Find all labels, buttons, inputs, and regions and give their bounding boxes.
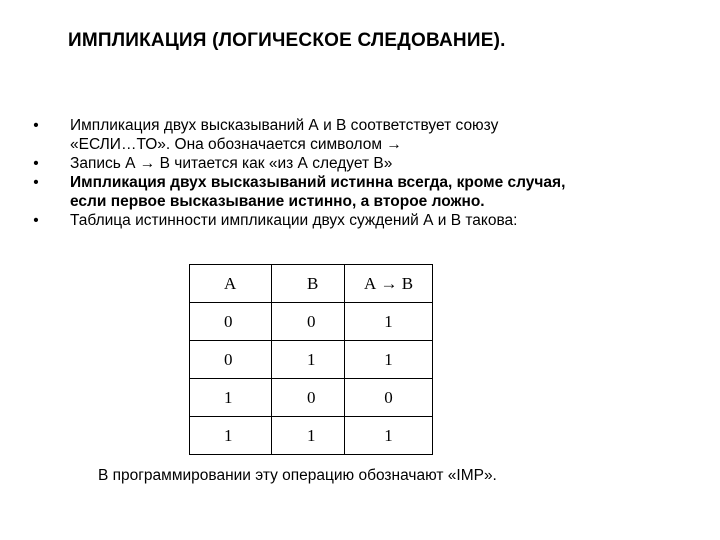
bullet-text-line: если первое высказывание истинно, а второе ложно. — [70, 193, 485, 210]
bullet-marker: • — [33, 174, 39, 191]
page-title: ИМПЛИКАЦИЯ (ЛОГИЧЕСКОЕ СЛЕДОВАНИЕ). — [68, 30, 506, 51]
bullet-item — [30, 116, 690, 154]
bullet-marker: • — [33, 117, 39, 134]
table-cell: 1 — [345, 303, 433, 341]
bullet-text-line: Импликация двух высказываний истинна всегда, кроме случая, — [70, 174, 566, 191]
table-cell: 1 — [190, 379, 272, 417]
table-header-cell: А — [190, 265, 272, 303]
bullet-text-line: «ЕСЛИ…ТО». Она обозначается символом → — [70, 136, 402, 153]
table-row — [190, 303, 433, 341]
table-header-cell: А → В — [345, 265, 433, 303]
bullet-text-line: Импликация двух высказываний А и В соответствует союзу — [70, 117, 499, 134]
bullet-list — [30, 116, 690, 230]
table-row — [190, 341, 433, 379]
bullet-item — [30, 173, 690, 211]
table-row — [190, 417, 433, 455]
bullet-item — [30, 211, 690, 230]
table-cell: 0 — [190, 303, 272, 341]
bullet-item — [30, 154, 690, 173]
truth-table — [189, 264, 433, 455]
table-cell: 1 — [272, 341, 345, 379]
table-cell: 1 — [345, 341, 433, 379]
table-cell: 0 — [190, 341, 272, 379]
table-cell: 1 — [190, 417, 272, 455]
footer-note: В программировании эту операцию обозначают «IMP». — [98, 467, 497, 484]
table-row — [190, 379, 433, 417]
bullet-marker: • — [33, 212, 39, 229]
table-cell: 1 — [272, 417, 345, 455]
table-cell: 1 — [345, 417, 433, 455]
table-cell: 0 — [272, 379, 345, 417]
bullet-text-line: Таблица истинности импликации двух суждений А и В такова: — [70, 212, 518, 229]
table-header-row — [190, 265, 433, 303]
table-header-cell: В — [272, 265, 345, 303]
table-cell: 0 — [345, 379, 433, 417]
table-cell: 0 — [272, 303, 345, 341]
bullet-text-line: Запись А → В читается как «из А следует В» — [70, 155, 393, 172]
bullet-marker: • — [33, 155, 39, 172]
